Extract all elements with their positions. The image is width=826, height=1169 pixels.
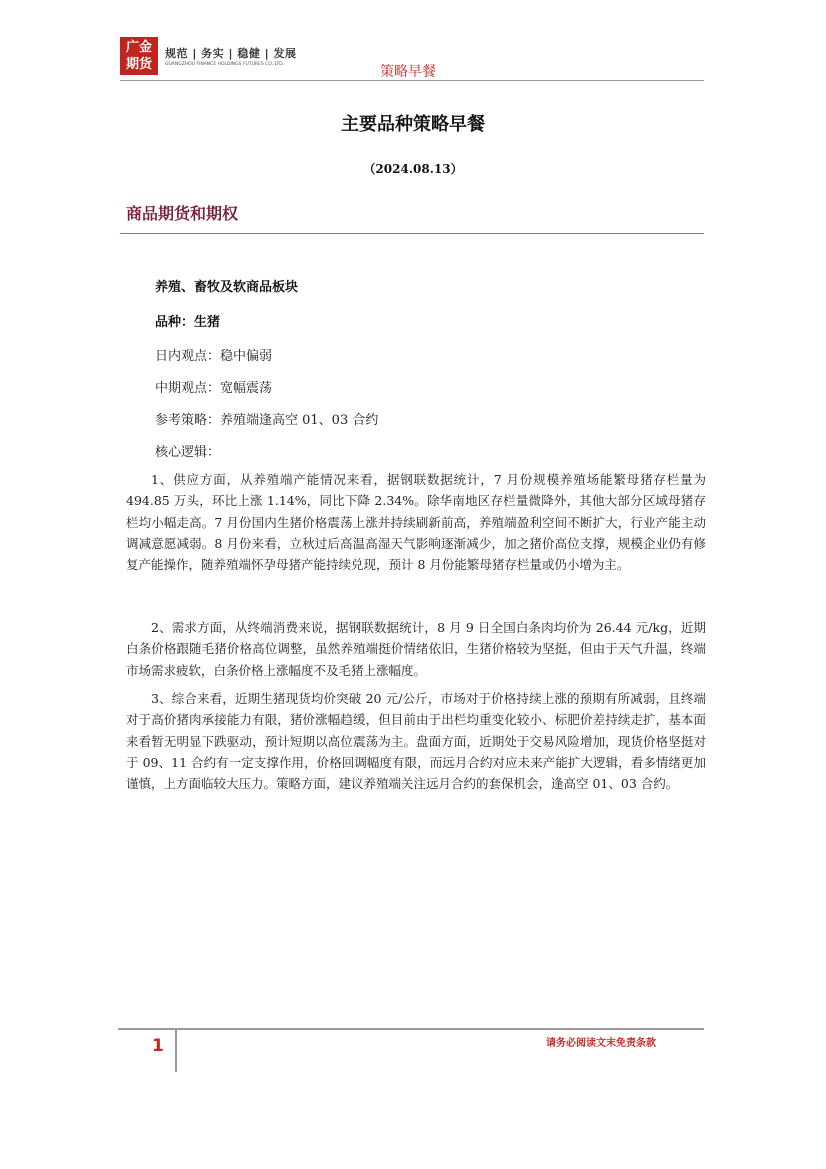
section-divider (120, 233, 704, 234)
sector-heading: 养殖、畜牧及软商品板块 (155, 280, 299, 295)
header-report-type: 策略早餐 (380, 64, 436, 80)
company-logo (120, 37, 158, 75)
paragraph-demand: 2、需求方面，从终端消费来说，据钢联数据统计，8 月 9 日全国白条肉均价为 26.44 元/kg，近期白条价格跟随毛猪价格高位调整，虽然养殖端挺价情绪依旧，生猪价格较为坚挺，但由于天气升温，终端市场需求疲软，白条价格上涨幅度不及毛猪上涨幅度。 (126, 620, 706, 678)
disclaimer-notice: 请务必阅读文末免责条款 (546, 1038, 656, 1049)
midterm-view: 中期观点：宽幅震荡 (155, 381, 273, 396)
core-logic-label: 核心逻辑： (155, 445, 221, 460)
reference-strategy: 参考策略：养殖端逢高空 01、03 合约 (155, 413, 379, 428)
intraday-view: 日内观点：稳中偏弱 (155, 349, 273, 364)
paragraph-summary: 3、综合来看，近期生猪现货均价突破 20 元/公斤，市场对于价格持续上涨的预期有所减弱，且终端对于高价猪肉承接能力有限，猪价涨幅趋缓，但目前由于出栏均重变化较小、标肥价差持续走扩，基本面来看暂无明显下跌驱动，预计短期以高位震荡为主。盘面方面，近期处于交易风险增加，现货价格坚挺对于 09、11 合约有一定支撑作用，价格回调幅度有限，而远月合约对应未来产能扩大逻辑，看多情绪更加谨慎，上方面临较大压力。策略方面，建议养殖端关注远月合约的套保机会，逢高空 01、03 合约。 (126, 691, 706, 792)
company-english-name: GUANGZHOU FINANCE HOLDINGS FUTURES CO.,LTD. (165, 62, 285, 67)
variety-heading: 品种：生猪 (155, 315, 221, 330)
header-divider (120, 80, 704, 81)
footer-vertical-divider (175, 1030, 177, 1072)
company-slogan: 规范 | 务实 | 稳健 | 发展 (165, 47, 297, 60)
page-number: 1 (152, 1036, 164, 1056)
page-title: 主要品种策略早餐 (341, 114, 485, 135)
section-title: 商品期货和期权 (126, 204, 239, 223)
report-date: （2024.08.13） (363, 162, 463, 176)
logo-text-line2: 期货 (125, 57, 152, 72)
logo-text-line1: 广金 (125, 40, 152, 55)
footer-divider (118, 1028, 704, 1030)
paragraph-supply: 1、供应方面，从养殖端产能情况来看，据钢联数据统计，7 月份规模养殖场能繁母猪存栏量为 494.85 万头，环比上涨 1.14%，同比下降 2.34%。除华南地区存栏量微降外，其他大部分区域母猪存栏均小幅走高。7 月份国内生猪价格震荡上涨并持续刷新前高，养殖端盈利空间不断扩大，行业产能主动调减意愿减弱。8 月份来看，立秋过后高温高湿天气影响逐渐减少，加之猪价高位支撑，规模企业仍有修复产能操作，随养殖端怀孕母猪产能持续兑现，预计 8 月份能繁母猪存栏量或仍小增为主。 (126, 472, 706, 573)
